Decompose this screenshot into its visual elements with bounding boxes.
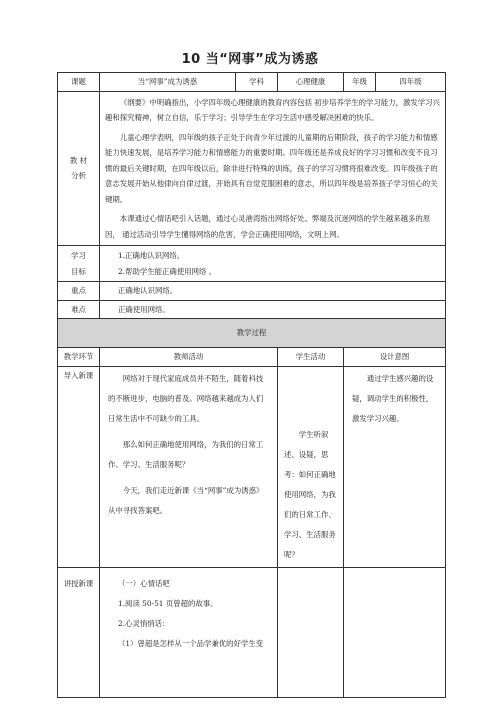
goals-content bbox=[100, 246, 446, 282]
topic-label: 课题 bbox=[58, 73, 100, 92]
goals-label-line-1: 学习 bbox=[71, 251, 86, 260]
analysis-paragraph: 《纲要》中明确指出，小学四年级心理健康的教育内容包括 初步培养学生的学习能力，激发学习兴趣和探究精神，树立自信，乐于学习；引导学生在学习生活中感受解决困难的快乐。 bbox=[105, 97, 440, 122]
difficulty-label: 难点 bbox=[58, 300, 100, 319]
new-teacher-line: （一）心情话吧 bbox=[118, 578, 170, 588]
intro-teacher-paragraph: 那么如何正确地使用网络，为我们的日常工作、学习、生活服务呢？ bbox=[108, 439, 264, 469]
new-intent bbox=[344, 567, 446, 697]
goals-label-line-2: 目标 bbox=[71, 266, 86, 276]
subject-value: 心理健康 bbox=[278, 73, 344, 92]
new-student bbox=[278, 567, 344, 697]
intro-intent: 通过学生感兴趣的设疑，调动学生的积极性，激发学习兴趣。 bbox=[344, 366, 446, 567]
difficulty-row bbox=[58, 300, 446, 319]
process-band-row bbox=[58, 319, 446, 348]
new-teacher-line: （1）曾超是怎样从一个品学兼优的好学生变 bbox=[118, 638, 264, 648]
intro-row bbox=[58, 366, 446, 567]
goal-item: 2.帮助学生能正确使用网络 。 bbox=[118, 266, 217, 276]
page-title: 10 当“网事”成为诱惑 bbox=[181, 52, 319, 67]
analysis-label bbox=[58, 91, 100, 246]
process-band: 教学过程 bbox=[58, 319, 446, 348]
intro-teacher-paragraph: 今天，我们走近新课《当“网事”成为诱惑》从中寻找答案吧。 bbox=[108, 485, 264, 515]
analysis-paragraph: 本课通过心情话吧引入话题，通过心灵港湾指出网络好处、弊端及沉迷网络的学生越来越多的原因， 通过活动引导学生懂得网络的危害，学会正确使用网络，文明上网。 bbox=[105, 214, 431, 239]
new-teacher-line: 2.心灵悄悄话： bbox=[118, 618, 170, 628]
process-header-row bbox=[58, 348, 446, 367]
intro-teacher-paragraph: 网络对于现代家庭成员并不陌生，随着科技的不断进步，电脑的普及。网络越来越成为人们日常生活中不可缺少的工具。 bbox=[108, 373, 264, 423]
difficulty-value: 正确使用网络。 bbox=[100, 300, 446, 319]
intro-student: 学生听叙述、设疑，思考：如何正确地使用网络，为我们的日常工作、学习、生活服务呢？ bbox=[278, 366, 344, 567]
col-header-step: 教学环节 bbox=[58, 348, 100, 367]
col-header-student: 学生活动 bbox=[278, 348, 344, 367]
intro-step: 导入新课 bbox=[58, 366, 100, 567]
new-step: 讲授新课 bbox=[58, 567, 100, 697]
analysis-label-line-2: 分析 bbox=[71, 171, 86, 181]
key-point-label: 重点 bbox=[58, 282, 100, 301]
grade-label: 年级 bbox=[344, 73, 376, 92]
key-point-row bbox=[58, 282, 446, 301]
analysis-content bbox=[100, 91, 446, 246]
new-teacher bbox=[100, 567, 278, 697]
topic-value: 当“网事”成为诱惑 bbox=[100, 73, 236, 92]
goals-row bbox=[58, 246, 446, 282]
lesson-plan-table bbox=[57, 72, 446, 698]
grade-value: 四年级 bbox=[376, 73, 446, 92]
new-teacher-line: 1.阅读 50-51 页曾超的故事。 bbox=[118, 598, 218, 608]
analysis-paragraph: 儿童心理学表明，四年级的孩子正处于向青少年过渡的儿童期的后期阶段，孩子的学习能力和情感能力快速发展，是培养学习能力和情感能力的重要时期。四年级还是养成良好的学习习惯和改变不良习惯的最后关键时期，在四年级以后，除非进行特殊的训练，孩子的学习习惯将很难改变。四年级孩子的意志发展开始从他律向自律过渡，开始具有自觉克服困难的意志，所以四年级是培养孩子学习恒心的关键期。 bbox=[105, 132, 438, 204]
col-header-teacher: 教师活动 bbox=[100, 348, 278, 367]
col-header-intent: 设计意图 bbox=[344, 348, 446, 367]
goals-label bbox=[58, 246, 100, 282]
subject-label: 学科 bbox=[236, 73, 278, 92]
new-lesson-row bbox=[58, 567, 446, 697]
key-point-value: 正确地认识网络。 bbox=[100, 282, 446, 301]
analysis-label-line-1: 教 材 bbox=[69, 155, 88, 165]
analysis-row bbox=[58, 91, 446, 246]
header-row bbox=[58, 73, 446, 92]
goal-item: 1.正确地认识网络。 bbox=[118, 251, 185, 260]
intro-teacher bbox=[100, 366, 278, 567]
